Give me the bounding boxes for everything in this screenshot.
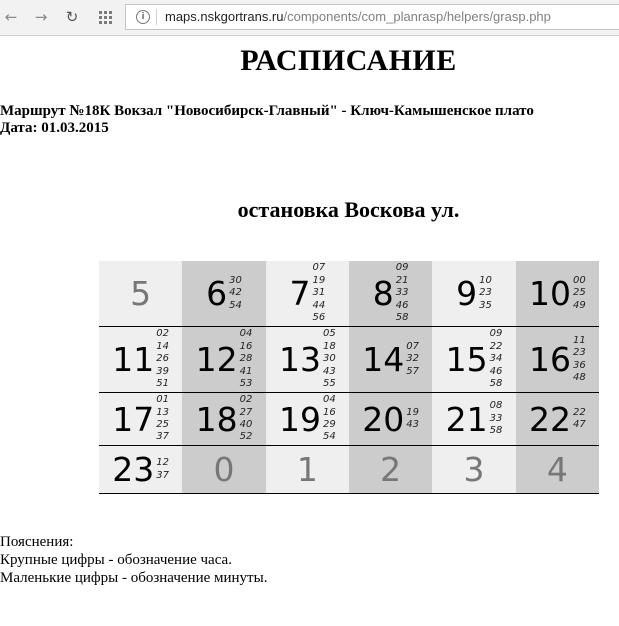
- minute-label: 33: [395, 287, 409, 299]
- minute-label: 39: [156, 365, 170, 377]
- minute-label: 37: [156, 431, 170, 443]
- legend-notes: [0, 533, 267, 587]
- minutes-list: [240, 328, 253, 390]
- minute-label: 57: [406, 365, 420, 377]
- minute-label: 49: [572, 299, 586, 311]
- minute-label: 42: [229, 287, 242, 299]
- hour-label: 4: [546, 450, 568, 489]
- legend-hour-note: Крупные цифры - обозначение часа.: [0, 552, 232, 568]
- hour-cell: [182, 261, 265, 327]
- hour-cell: [349, 261, 432, 327]
- minute-label: 07: [406, 340, 420, 352]
- minute-label: 04: [239, 328, 253, 340]
- back-arrow-icon[interactable]: ←: [4, 7, 18, 26]
- minute-label: 09: [395, 262, 409, 274]
- minute-label: 54: [322, 431, 336, 443]
- hour-label: 16: [528, 340, 571, 379]
- minute-label: 09: [489, 328, 503, 340]
- hour-label: 5: [130, 274, 152, 313]
- minute-label: 56: [312, 312, 326, 324]
- apps-grid-icon[interactable]: [95, 8, 115, 26]
- minutes-list: [323, 394, 336, 444]
- hour-cell: [516, 393, 599, 446]
- minute-label: 58: [489, 378, 503, 390]
- schedule-row: [99, 446, 599, 494]
- minute-label: 28: [239, 353, 253, 365]
- minute-label: 25: [572, 287, 586, 299]
- minute-label: 29: [322, 419, 336, 430]
- minutes-list: [490, 328, 503, 390]
- minute-label: 22: [489, 340, 503, 352]
- minute-label: 46: [395, 299, 409, 311]
- minutes-list: [396, 262, 409, 324]
- url-host: maps.nskgortrans.ru: [165, 9, 284, 24]
- minute-label: 43: [322, 365, 336, 377]
- minute-label: 53: [239, 378, 253, 390]
- minute-label: 02: [239, 394, 253, 406]
- hour-label: 0: [213, 450, 235, 489]
- minute-label: 25: [156, 419, 170, 430]
- minute-label: 00: [572, 274, 586, 286]
- hour-cell: [349, 327, 432, 393]
- forward-arrow-icon[interactable]: →: [34, 7, 48, 26]
- schedule-row: [99, 393, 599, 446]
- minute-label: 01: [156, 394, 170, 406]
- hour-cell: [99, 261, 182, 327]
- minute-label: 13: [156, 406, 170, 418]
- minute-label: 10: [479, 274, 492, 286]
- hour-cell: [432, 261, 515, 327]
- minute-label: 58: [489, 425, 503, 437]
- page-info-icon[interactable]: i: [136, 10, 150, 24]
- hour-cell: [432, 446, 515, 494]
- minute-label: 34: [489, 353, 503, 365]
- minute-label: 41: [239, 365, 253, 377]
- hour-cell: [432, 393, 515, 446]
- minute-label: 55: [322, 378, 336, 390]
- minute-label: 11: [572, 334, 586, 346]
- minute-label: 19: [406, 406, 420, 418]
- minute-label: 52: [239, 431, 253, 443]
- minute-label: 32: [406, 353, 420, 365]
- hour-label: 10: [528, 274, 571, 313]
- minute-label: 19: [312, 274, 326, 286]
- minutes-list: [156, 394, 169, 444]
- reload-icon[interactable]: ↻: [65, 7, 79, 26]
- minute-label: 46: [489, 365, 503, 377]
- stop-name: остановка Воскова ул.: [237, 197, 460, 222]
- schedule-row: [99, 261, 599, 327]
- minutes-list: [240, 394, 253, 444]
- minute-label: 30: [322, 353, 336, 365]
- hour-label: 20: [362, 399, 405, 439]
- hour-cell: [182, 446, 265, 494]
- minute-label: 26: [156, 353, 170, 365]
- minutes-list: [229, 275, 242, 312]
- schedule-grid: [99, 261, 599, 494]
- minutes-list: [573, 335, 586, 385]
- hour-cell: [266, 261, 349, 327]
- hour-cell: [432, 327, 515, 393]
- hour-label: 2: [380, 450, 402, 489]
- schedule-row: [99, 327, 599, 393]
- address-bar[interactable]: [125, 4, 619, 30]
- minute-label: 43: [406, 419, 420, 430]
- hour-cell: [99, 393, 182, 446]
- hour-cell: [516, 446, 599, 494]
- minute-label: 36: [572, 359, 586, 371]
- minute-label: 18: [322, 340, 336, 352]
- hour-label: 18: [195, 399, 238, 439]
- minute-label: 33: [489, 412, 503, 424]
- url-text[interactable]: [165, 9, 551, 24]
- minute-label: 21: [395, 274, 409, 286]
- minute-label: 22: [572, 406, 586, 418]
- minute-label: 23: [572, 347, 586, 359]
- browser-toolbar: [0, 0, 619, 36]
- minute-label: 31: [312, 287, 326, 299]
- hour-label: 15: [445, 340, 488, 379]
- hour-label: 12: [195, 340, 238, 379]
- hour-label: 8: [372, 274, 394, 313]
- minutes-list: [573, 407, 586, 432]
- hour-cell: [182, 327, 265, 393]
- hour-label: 14: [362, 340, 405, 379]
- minute-label: 58: [395, 312, 409, 324]
- hour-label: 3: [463, 450, 485, 489]
- hour-cell: [266, 446, 349, 494]
- minute-label: 02: [156, 328, 170, 340]
- minutes-list: [156, 328, 169, 390]
- minute-label: 54: [229, 299, 242, 311]
- hour-cell: [349, 446, 432, 494]
- hour-label: 21: [445, 399, 488, 439]
- minutes-list: [156, 457, 169, 482]
- minutes-list: [323, 328, 336, 390]
- hour-cell: [99, 327, 182, 393]
- minute-label: 16: [239, 340, 253, 352]
- hour-cell: [516, 261, 599, 327]
- minutes-list: [573, 275, 586, 312]
- hour-cell: [266, 393, 349, 446]
- minute-label: 16: [322, 406, 336, 418]
- url-divider: [156, 9, 157, 25]
- minutes-list: [406, 341, 419, 378]
- hour-cell: [349, 393, 432, 446]
- minute-label: 37: [156, 469, 170, 481]
- hour-cell: [516, 327, 599, 393]
- minute-label: 23: [479, 287, 492, 299]
- minute-label: 48: [572, 371, 586, 383]
- minute-label: 12: [156, 457, 170, 469]
- hour-label: 7: [289, 274, 311, 313]
- minute-label: 05: [322, 328, 336, 340]
- page-title: РАСПИСАНИЕ: [240, 44, 457, 77]
- minute-label: 04: [322, 394, 336, 406]
- route-name: Маршрут №18К Вокзал "Новосибирск-Главный" - Ключ-Камышенское плато: [0, 103, 534, 119]
- minute-label: 51: [156, 378, 170, 390]
- minute-label: 47: [572, 419, 586, 430]
- url-path: /components/com_planrasp/helpers/grasp.php: [283, 9, 551, 24]
- minute-label: 44: [312, 299, 326, 311]
- hour-label: 1: [296, 450, 318, 489]
- hour-cell: [99, 446, 182, 494]
- hour-label: 13: [278, 340, 321, 379]
- minute-label: 40: [239, 419, 253, 430]
- hour-label: 6: [206, 274, 228, 313]
- minute-label: 08: [489, 400, 503, 412]
- minutes-list: [312, 262, 325, 324]
- minutes-list: [406, 407, 419, 432]
- minute-label: 14: [156, 340, 170, 352]
- hour-cell: [266, 327, 349, 393]
- schedule-date: Дата: 01.03.2015: [0, 120, 109, 136]
- minute-label: 35: [479, 299, 492, 311]
- minute-label: 27: [239, 406, 253, 418]
- minutes-list: [479, 275, 492, 312]
- minute-label: 07: [312, 262, 326, 274]
- minutes-list: [490, 400, 503, 437]
- hour-label: 19: [278, 399, 321, 439]
- hour-label: 9: [456, 274, 478, 313]
- legend-heading: Пояснения:: [0, 534, 74, 550]
- hour-label: 23: [112, 450, 155, 489]
- minute-label: 30: [229, 274, 242, 286]
- hour-label: 17: [112, 399, 155, 439]
- legend-minute-note: Маленькие цифры - обозначение минуты.: [0, 570, 268, 586]
- hour-label: 11: [112, 340, 155, 379]
- hour-cell: [182, 393, 265, 446]
- hour-label: 22: [528, 399, 571, 439]
